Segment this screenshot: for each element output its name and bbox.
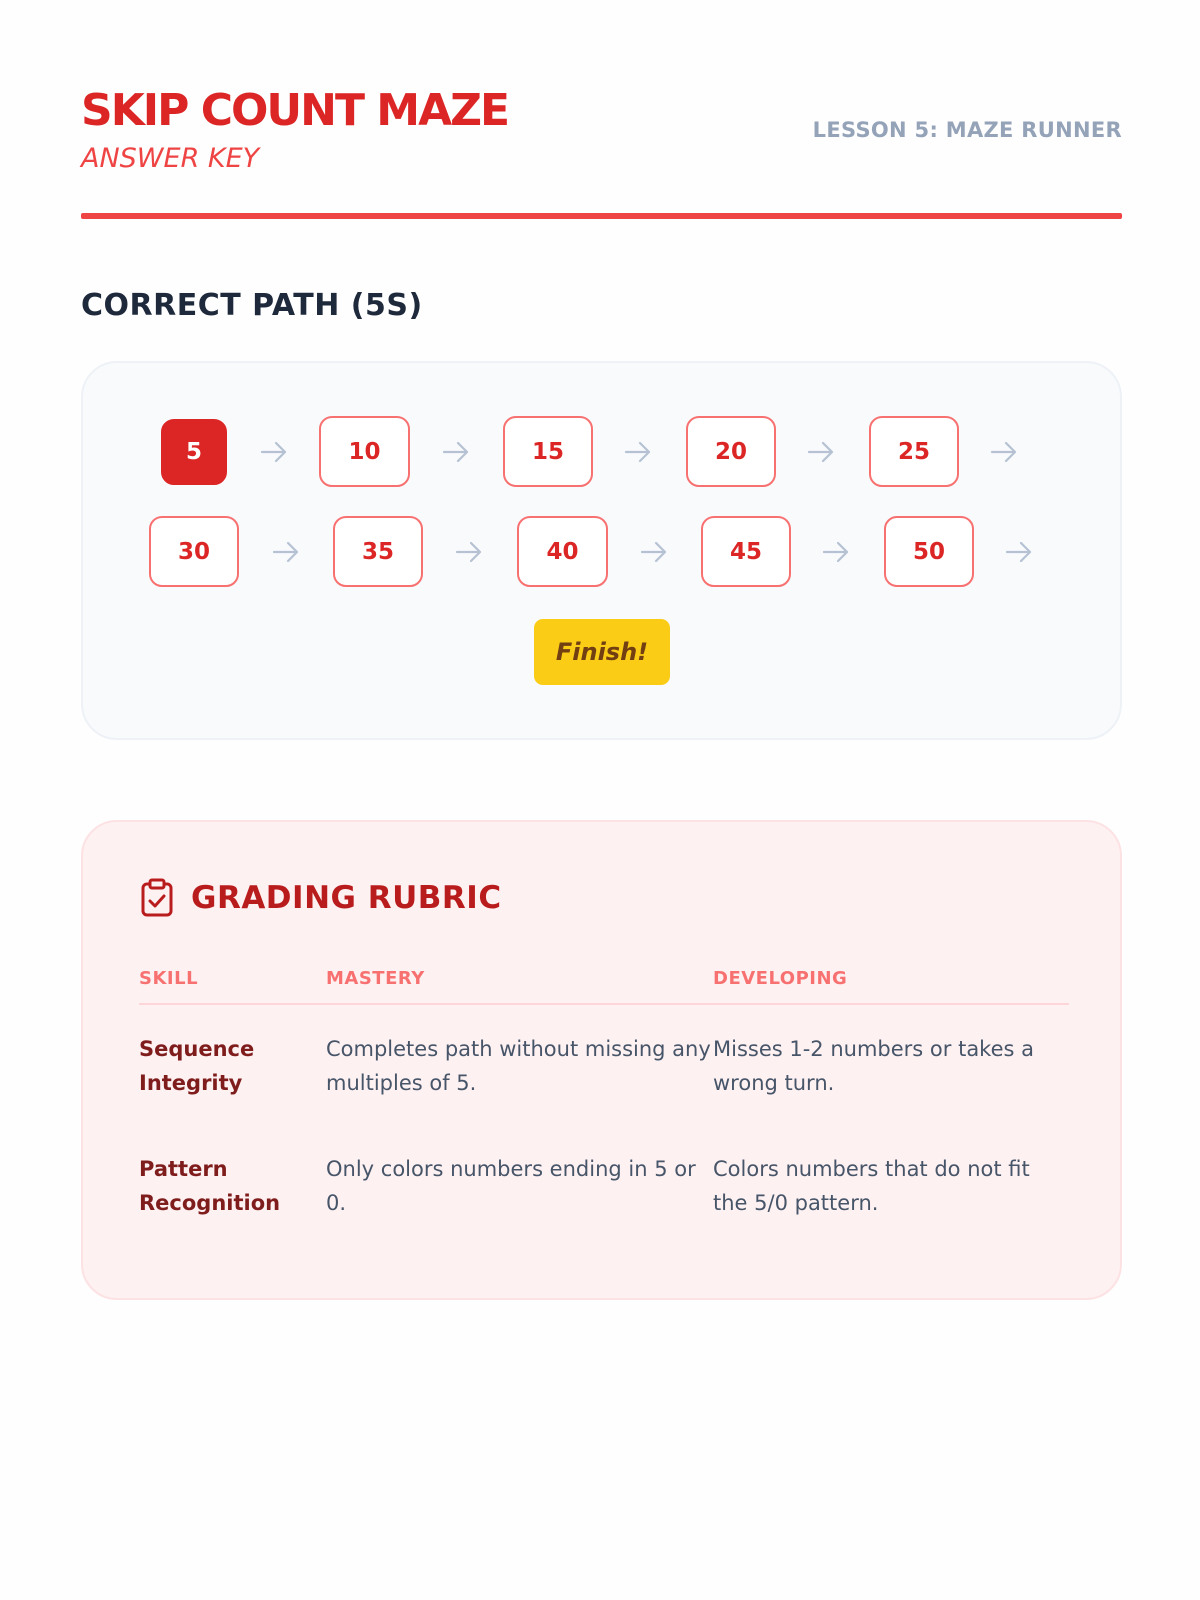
header-rule xyxy=(139,1003,1069,1005)
path-node: 25 xyxy=(869,416,959,487)
path-node: 15 xyxy=(503,416,593,487)
path-node: 20 xyxy=(686,416,776,487)
path-node-start: 5 xyxy=(161,419,227,485)
header-divider xyxy=(81,213,1122,219)
page-header xyxy=(81,84,1122,178)
page-subtitle: ANSWER KEY xyxy=(81,143,260,174)
lesson-label: LESSON 5: MAZE RUNNER xyxy=(812,118,1122,142)
rubric-title: GRADING RUBRIC xyxy=(191,880,502,916)
rubric-header xyxy=(139,878,502,918)
path-card xyxy=(81,361,1122,740)
clipboard-check-icon xyxy=(139,878,175,918)
rubric-mastery: Only colors numbers ending in 5 or 0. xyxy=(326,1157,696,1215)
grading-rubric-card xyxy=(81,820,1122,1300)
rubric-skill: Pattern Recognition xyxy=(139,1157,281,1215)
path-node: 45 xyxy=(701,516,791,587)
arrow-right-icon xyxy=(454,537,484,567)
path-node: 30 xyxy=(149,516,239,587)
rubric-developing: Colors numbers that do not fit the 5/0 pattern. xyxy=(713,1157,1030,1215)
arrow-right-icon xyxy=(639,537,669,567)
arrow-right-icon xyxy=(989,437,1019,467)
column-header-skill: SKILL xyxy=(139,968,199,989)
section-title-correct-path: CORRECT PATH (5S) xyxy=(81,288,423,323)
arrow-right-icon xyxy=(806,437,836,467)
arrow-right-icon xyxy=(271,537,301,567)
rubric-skill: Sequence Integrity xyxy=(139,1037,255,1095)
arrow-right-icon xyxy=(623,437,653,467)
column-header-mastery: MASTERY xyxy=(326,968,425,989)
arrow-right-icon xyxy=(1004,537,1034,567)
path-node: 35 xyxy=(333,516,423,587)
rubric-mastery: Completes path without missing any multiples of 5. xyxy=(326,1037,711,1095)
arrow-right-icon xyxy=(259,437,289,467)
column-header-developing: DEVELOPING xyxy=(713,968,848,989)
path-node: 10 xyxy=(319,416,410,487)
arrow-right-icon xyxy=(441,437,471,467)
page-title: SKIP COUNT MAZE xyxy=(81,85,509,136)
path-node: 50 xyxy=(884,516,974,587)
finish-badge: Finish! xyxy=(534,619,670,685)
path-node: 40 xyxy=(517,516,608,587)
arrow-right-icon xyxy=(821,537,851,567)
rubric-developing: Misses 1-2 numbers or takes a wrong turn. xyxy=(713,1037,1034,1095)
